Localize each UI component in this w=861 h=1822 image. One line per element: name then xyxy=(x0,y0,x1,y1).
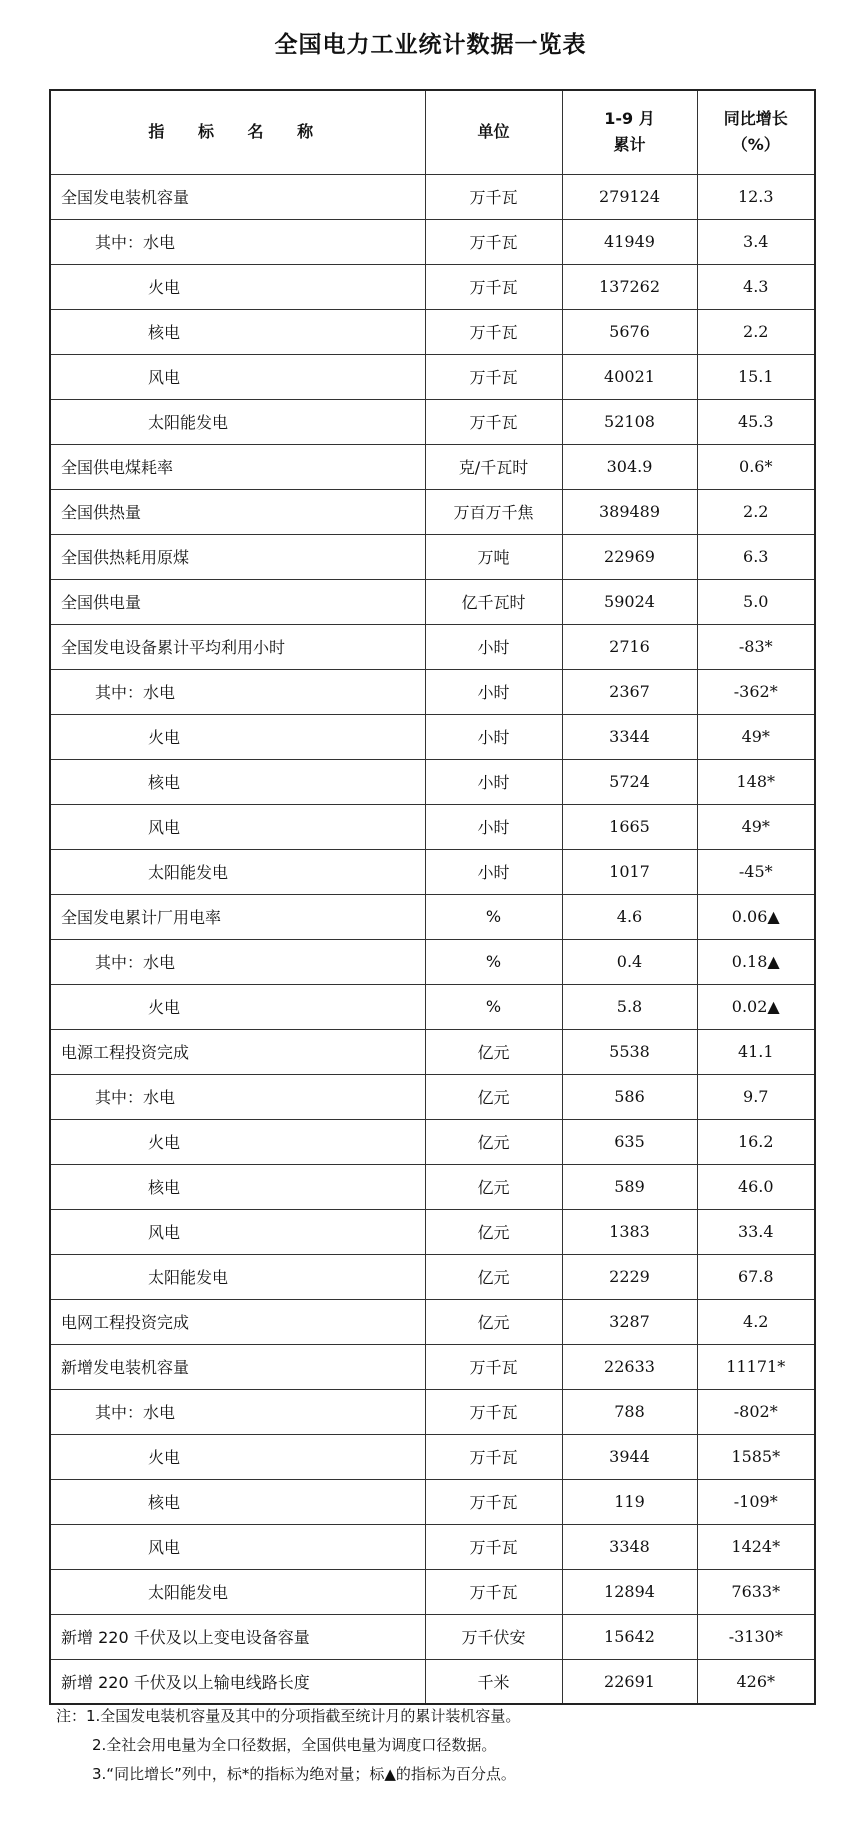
cumulative-value-cell: 2367 xyxy=(562,669,697,714)
cumulative-value-cell: 41949 xyxy=(562,219,697,264)
yoy-growth-cell: 4.2 xyxy=(697,1299,815,1344)
yoy-growth-cell: 41.1 xyxy=(697,1029,815,1074)
unit-cell: 万千瓦 xyxy=(425,1524,562,1569)
header-cumulative-line1: 1-9 月 xyxy=(604,109,655,129)
cumulative-value-cell: 52108 xyxy=(562,399,697,444)
unit-cell: 万千瓦 xyxy=(425,264,562,309)
table-row xyxy=(50,1659,815,1704)
unit-cell: 万千瓦 xyxy=(425,399,562,444)
indicator-name-cell: 全国供电量 xyxy=(50,579,425,624)
indicator-name-cell: 风电 xyxy=(50,1524,425,1569)
yoy-growth-cell: 12.3 xyxy=(697,174,815,219)
yoy-growth-cell: 16.2 xyxy=(697,1119,815,1164)
unit-cell: 万吨 xyxy=(425,534,562,579)
cumulative-value-cell: 5.8 xyxy=(562,984,697,1029)
unit-cell: 亿元 xyxy=(425,1029,562,1074)
unit-cell: 万千瓦 xyxy=(425,1479,562,1524)
cumulative-value-cell: 5538 xyxy=(562,1029,697,1074)
header-cumulative-line2: 累计 xyxy=(613,135,646,155)
unit-cell: 亿元 xyxy=(425,1254,562,1299)
yoy-growth-cell: 6.3 xyxy=(697,534,815,579)
cumulative-value-cell: 137262 xyxy=(562,264,697,309)
indicator-name-cell: 其中：水电 xyxy=(50,1389,425,1434)
table-row xyxy=(50,489,815,534)
unit-cell: 万千瓦 xyxy=(425,1344,562,1389)
table-row xyxy=(50,849,815,894)
table-row xyxy=(50,1299,815,1344)
table-row xyxy=(50,669,815,714)
cumulative-value-cell: 304.9 xyxy=(562,444,697,489)
table-row xyxy=(50,264,815,309)
indicator-name-cell: 火电 xyxy=(50,1434,425,1479)
yoy-growth-cell: 45.3 xyxy=(697,399,815,444)
indicator-name-cell: 新增发电装机容量 xyxy=(50,1344,425,1389)
yoy-growth-cell: 67.8 xyxy=(697,1254,815,1299)
indicator-name-cell: 太阳能发电 xyxy=(50,1254,425,1299)
table-row xyxy=(50,444,815,489)
unit-cell: 小时 xyxy=(425,624,562,669)
cumulative-value-cell: 635 xyxy=(562,1119,697,1164)
table-row xyxy=(50,759,815,804)
indicator-name-cell: 其中：水电 xyxy=(50,1074,425,1119)
cumulative-value-cell: 5676 xyxy=(562,309,697,354)
indicator-name-cell: 其中：水电 xyxy=(50,219,425,264)
table-row xyxy=(50,1119,815,1164)
table-row xyxy=(50,534,815,579)
indicator-name-cell: 其中：水电 xyxy=(50,939,425,984)
indicator-name-cell: 全国供热量 xyxy=(50,489,425,534)
indicator-name-cell: 全国发电装机容量 xyxy=(50,174,425,219)
indicator-name-cell: 太阳能发电 xyxy=(50,1569,425,1614)
indicator-name-cell: 核电 xyxy=(50,309,425,354)
yoy-growth-cell: 4.3 xyxy=(697,264,815,309)
yoy-growth-cell: 46.0 xyxy=(697,1164,815,1209)
unit-cell: 万千瓦 xyxy=(425,174,562,219)
cumulative-value-cell: 1383 xyxy=(562,1209,697,1254)
indicator-name-cell: 全国发电设备累计平均利用小时 xyxy=(50,624,425,669)
header-cumulative xyxy=(562,90,697,174)
yoy-growth-cell: 49* xyxy=(697,714,815,759)
footnote-2: 2.全社会用电量为全口径数据，全国供电量为调度口径数据。 xyxy=(92,1736,497,1754)
indicator-name-cell: 电网工程投资完成 xyxy=(50,1299,425,1344)
indicator-name-cell: 火电 xyxy=(50,264,425,309)
yoy-growth-cell: -362* xyxy=(697,669,815,714)
indicator-name-cell: 核电 xyxy=(50,1164,425,1209)
table-row xyxy=(50,1254,815,1299)
yoy-growth-cell: 5.0 xyxy=(697,579,815,624)
header-yoy-line1: 同比增长 xyxy=(723,109,788,129)
cumulative-value-cell: 3944 xyxy=(562,1434,697,1479)
footnote-3: 3.“同比增长”列中，标*的指标为绝对量；标▲的指标为百分点。 xyxy=(92,1765,516,1783)
table-row xyxy=(50,714,815,759)
indicator-name-cell: 火电 xyxy=(50,714,425,759)
header-indicator-name: 指 标 名 称 xyxy=(50,90,425,174)
unit-cell: 亿元 xyxy=(425,1164,562,1209)
table-row xyxy=(50,1209,815,1254)
table-row xyxy=(50,1479,815,1524)
table-header-row xyxy=(50,90,815,174)
cumulative-value-cell: 279124 xyxy=(562,174,697,219)
table-row xyxy=(50,939,815,984)
indicator-name-cell: 全国供电煤耗率 xyxy=(50,444,425,489)
footnotes xyxy=(56,1702,816,1789)
unit-cell: 亿元 xyxy=(425,1119,562,1164)
cumulative-value-cell: 0.4 xyxy=(562,939,697,984)
yoy-growth-cell: -45* xyxy=(697,849,815,894)
yoy-growth-cell: 33.4 xyxy=(697,1209,815,1254)
indicator-name-cell: 其中：水电 xyxy=(50,669,425,714)
indicator-name-cell: 新增 220 千伏及以上变电设备容量 xyxy=(50,1614,425,1659)
table-row xyxy=(50,984,815,1029)
cumulative-value-cell: 22633 xyxy=(562,1344,697,1389)
indicator-name-cell: 全国供热耗用原煤 xyxy=(50,534,425,579)
table-row xyxy=(50,624,815,669)
table-row xyxy=(50,1569,815,1614)
table-row xyxy=(50,804,815,849)
yoy-growth-cell: 148* xyxy=(697,759,815,804)
unit-cell: 万千瓦 xyxy=(425,1434,562,1479)
indicator-name-cell: 全国发电累计厂用电率 xyxy=(50,894,425,939)
yoy-growth-cell: 9.7 xyxy=(697,1074,815,1119)
table-row xyxy=(50,354,815,399)
table-row xyxy=(50,174,815,219)
unit-cell: 亿元 xyxy=(425,1074,562,1119)
cumulative-value-cell: 59024 xyxy=(562,579,697,624)
indicator-name-cell: 火电 xyxy=(50,1119,425,1164)
unit-cell: 亿元 xyxy=(425,1209,562,1254)
yoy-growth-cell: -802* xyxy=(697,1389,815,1434)
table-row xyxy=(50,894,815,939)
cumulative-value-cell: 12894 xyxy=(562,1569,697,1614)
cumulative-value-cell: 119 xyxy=(562,1479,697,1524)
statistics-table xyxy=(49,89,816,1705)
cumulative-value-cell: 3287 xyxy=(562,1299,697,1344)
unit-cell: 万千伏安 xyxy=(425,1614,562,1659)
table-row xyxy=(50,1074,815,1119)
cumulative-value-cell: 2716 xyxy=(562,624,697,669)
indicator-name-cell: 电源工程投资完成 xyxy=(50,1029,425,1074)
table-row xyxy=(50,1434,815,1479)
cumulative-value-cell: 1665 xyxy=(562,804,697,849)
cumulative-value-cell: 1017 xyxy=(562,849,697,894)
table-row xyxy=(50,219,815,264)
yoy-growth-cell: 11171* xyxy=(697,1344,815,1389)
cumulative-value-cell: 3348 xyxy=(562,1524,697,1569)
unit-cell: 千米 xyxy=(425,1659,562,1704)
unit-cell: 克/千瓦时 xyxy=(425,444,562,489)
unit-cell: 小时 xyxy=(425,849,562,894)
header-yoy-line2: （%） xyxy=(731,135,780,155)
yoy-growth-cell: 2.2 xyxy=(697,309,815,354)
indicator-name-cell: 火电 xyxy=(50,984,425,1029)
table-row xyxy=(50,1389,815,1434)
table-row xyxy=(50,1164,815,1209)
indicator-name-cell: 新增 220 千伏及以上输电线路长度 xyxy=(50,1659,425,1704)
indicator-name-cell: 风电 xyxy=(50,804,425,849)
table-row xyxy=(50,1344,815,1389)
indicator-name-cell: 太阳能发电 xyxy=(50,849,425,894)
yoy-growth-cell: 426* xyxy=(697,1659,815,1704)
unit-cell: 小时 xyxy=(425,669,562,714)
cumulative-value-cell: 788 xyxy=(562,1389,697,1434)
footnote-1: 注：1.全国发电装机容量及其中的分项指截至统计月的累计装机容量。 xyxy=(56,1707,521,1725)
unit-cell: 万千瓦 xyxy=(425,354,562,399)
header-unit: 单位 xyxy=(425,90,562,174)
unit-cell: 万千瓦 xyxy=(425,219,562,264)
unit-cell: 小时 xyxy=(425,804,562,849)
table-row xyxy=(50,399,815,444)
yoy-growth-cell: 3.4 xyxy=(697,219,815,264)
table-row xyxy=(50,1029,815,1074)
unit-cell: % xyxy=(425,939,562,984)
cumulative-value-cell: 2229 xyxy=(562,1254,697,1299)
cumulative-value-cell: 389489 xyxy=(562,489,697,534)
indicator-name-cell: 风电 xyxy=(50,1209,425,1254)
header-yoy xyxy=(697,90,815,174)
table-row xyxy=(50,309,815,354)
cumulative-value-cell: 40021 xyxy=(562,354,697,399)
unit-cell: 万千瓦 xyxy=(425,1389,562,1434)
yoy-growth-cell: 0.06▲ xyxy=(697,894,815,939)
unit-cell: 万千瓦 xyxy=(425,1569,562,1614)
unit-cell: % xyxy=(425,984,562,1029)
yoy-growth-cell: -83* xyxy=(697,624,815,669)
yoy-growth-cell: -3130* xyxy=(697,1614,815,1659)
cumulative-value-cell: 22691 xyxy=(562,1659,697,1704)
cumulative-value-cell: 22969 xyxy=(562,534,697,579)
yoy-growth-cell: -109* xyxy=(697,1479,815,1524)
unit-cell: % xyxy=(425,894,562,939)
yoy-growth-cell: 2.2 xyxy=(697,489,815,534)
yoy-growth-cell: 7633* xyxy=(697,1569,815,1614)
yoy-growth-cell: 0.02▲ xyxy=(697,984,815,1029)
table-row xyxy=(50,1614,815,1659)
unit-cell: 亿千瓦时 xyxy=(425,579,562,624)
cumulative-value-cell: 586 xyxy=(562,1074,697,1119)
cumulative-value-cell: 589 xyxy=(562,1164,697,1209)
indicator-name-cell: 风电 xyxy=(50,354,425,399)
unit-cell: 亿元 xyxy=(425,1299,562,1344)
indicator-name-cell: 核电 xyxy=(50,759,425,804)
unit-cell: 小时 xyxy=(425,714,562,759)
cumulative-value-cell: 4.6 xyxy=(562,894,697,939)
cumulative-value-cell: 15642 xyxy=(562,1614,697,1659)
indicator-name-cell: 核电 xyxy=(50,1479,425,1524)
unit-cell: 万千瓦 xyxy=(425,309,562,354)
yoy-growth-cell: 1424* xyxy=(697,1524,815,1569)
yoy-growth-cell: 49* xyxy=(697,804,815,849)
unit-cell: 万百万千焦 xyxy=(425,489,562,534)
unit-cell: 小时 xyxy=(425,759,562,804)
yoy-growth-cell: 15.1 xyxy=(697,354,815,399)
indicator-name-cell: 太阳能发电 xyxy=(50,399,425,444)
table-row xyxy=(50,1524,815,1569)
table-row xyxy=(50,579,815,624)
cumulative-value-cell: 3344 xyxy=(562,714,697,759)
yoy-growth-cell: 1585* xyxy=(697,1434,815,1479)
cumulative-value-cell: 5724 xyxy=(562,759,697,804)
yoy-growth-cell: 0.18▲ xyxy=(697,939,815,984)
page-title: 全国电力工业统计数据一览表 xyxy=(274,32,587,58)
yoy-growth-cell: 0.6* xyxy=(697,444,815,489)
